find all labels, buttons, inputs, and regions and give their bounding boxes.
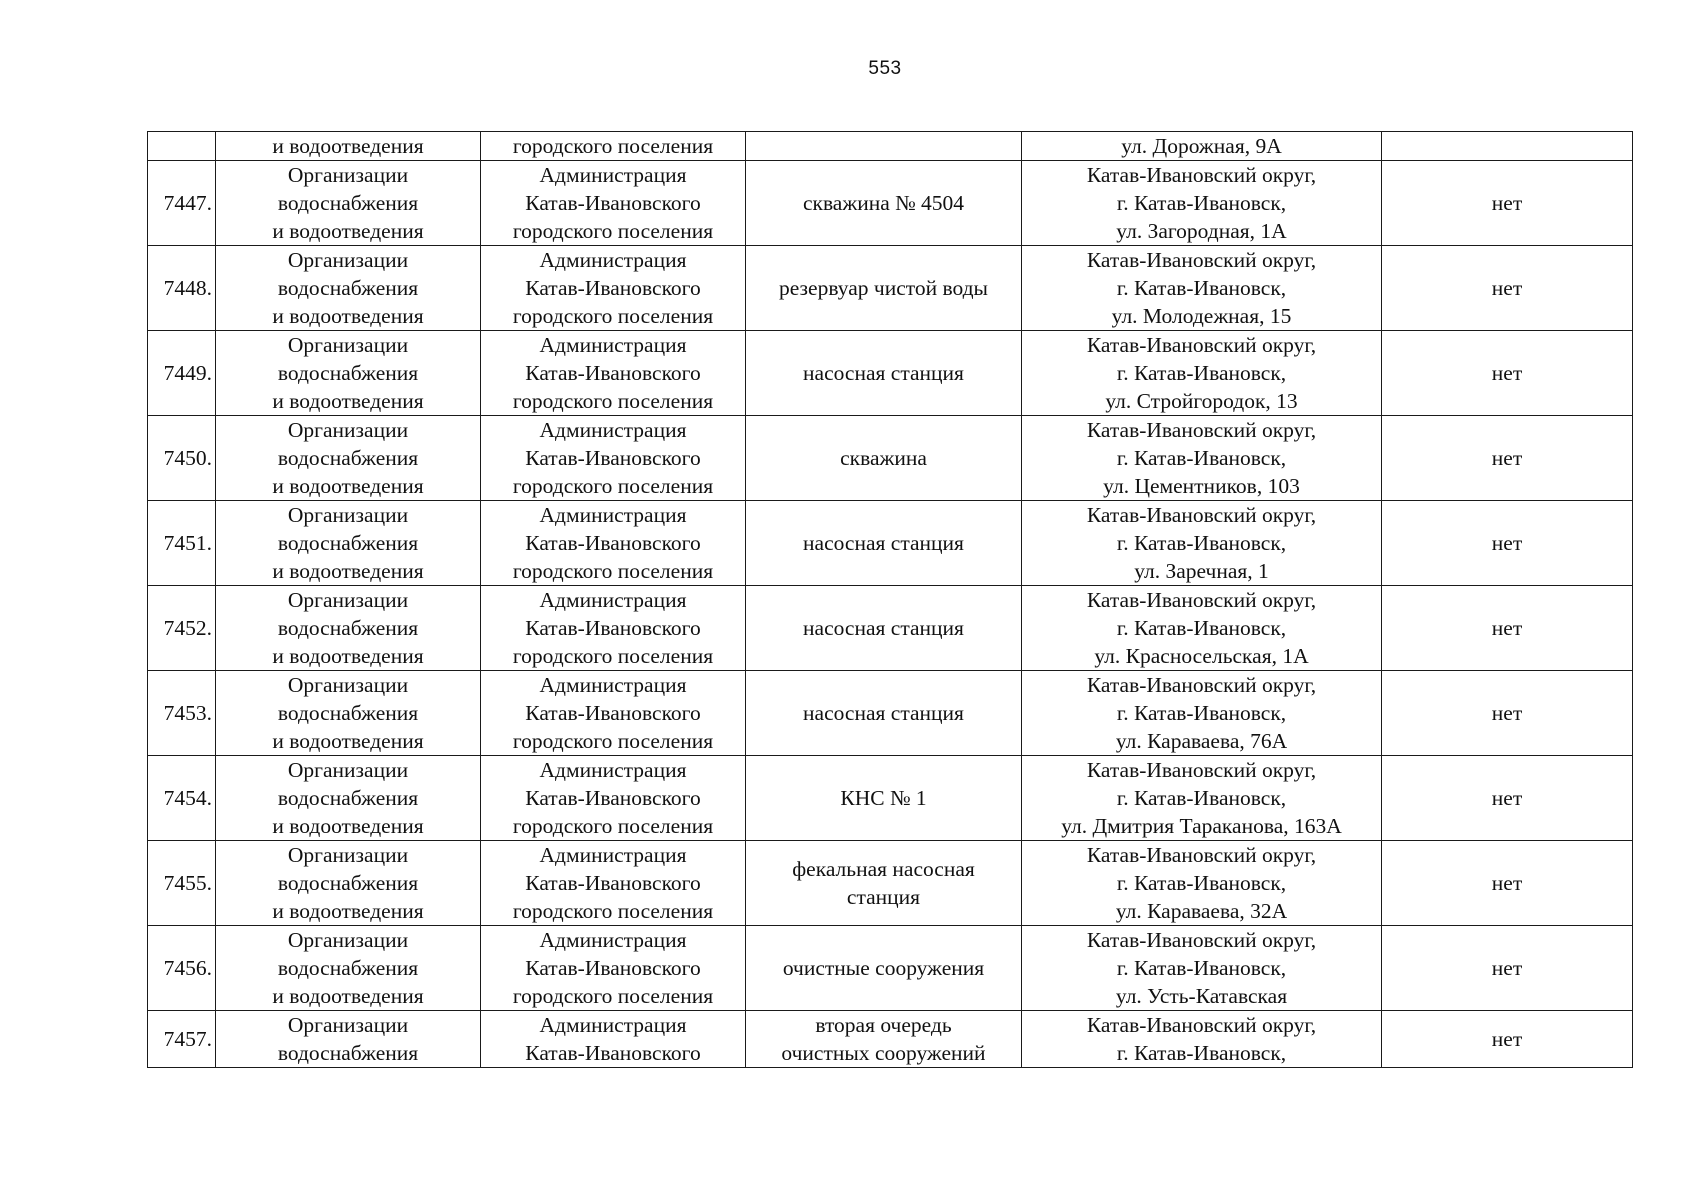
address-cell-line: Катав-Ивановский округ, [1086,673,1317,697]
object-cell-line: скважина № 4504 [802,191,965,215]
object-cell-line: резервуар чистой воды [778,276,989,300]
owner-cell-line: Администрация [539,673,687,697]
owner-cell-line: городского поселения [512,474,714,498]
address-cell-line: Катав-Ивановский округ, [1086,758,1317,782]
org-type-cell-line: Организации [287,588,409,612]
address-cell [1022,841,1382,926]
owner-cell [481,161,746,246]
address-cell-line: г. Катав-Ивановск, [1116,701,1287,725]
address-cell-line: Катав-Ивановский округ, [1086,163,1317,187]
flag-cell: нет [1382,1011,1633,1068]
table-row [148,926,1633,1011]
org-type-cell-line: водоснабжения [277,701,419,725]
owner-cell-line: Администрация [539,928,687,952]
row-number-cell: 7450. [148,416,216,501]
address-cell-line: ул. Красносельская, 1А [1094,644,1309,668]
owner-cell-line: городского поселения [512,899,714,923]
org-type-cell-line: водоснабжения [277,531,419,555]
object-cell [746,132,1022,161]
address-cell-line: ул. Усть-Катавская [1115,984,1288,1008]
row-number-cell: 7451. [148,501,216,586]
org-type-cell [216,1011,481,1068]
address-cell-line: Катав-Ивановский округ, [1086,333,1317,357]
object-cell-line: вторая очередь [815,1013,952,1037]
org-type-cell-line: Организации [287,928,409,952]
owner-cell: городского поселения [481,132,746,161]
address-cell-line: ул. Загородная, 1А [1116,219,1287,243]
table-row [148,331,1633,416]
owner-cell-line: Администрация [539,758,687,782]
org-type-cell-line: водоснабжения [277,361,419,385]
org-type-cell-line: и водоотведения [272,219,424,243]
address-cell-line: г. Катав-Ивановск, [1116,956,1287,980]
address-cell-line: Катав-Ивановский округ, [1086,588,1317,612]
address-cell [1022,671,1382,756]
table-row [148,246,1633,331]
owner-cell [481,926,746,1011]
flag-cell: нет [1382,161,1633,246]
address-cell-line: ул. Караваева, 76А [1115,729,1288,753]
owner-cell-line: Катав-Ивановского [525,1041,701,1065]
row-number-cell: 7454. [148,756,216,841]
org-type-cell-line: Организации [287,333,409,357]
object-cell-line: фекальная насосная [792,857,975,881]
address-cell [1022,756,1382,841]
address-cell-line: г. Катав-Ивановск, [1116,276,1287,300]
object-cell-line: скважина [840,446,927,470]
org-type-cell-line: и водоотведения [272,644,424,668]
owner-cell-line: городского поселения [512,729,714,753]
row-number-cell: 7455. [148,841,216,926]
org-type-cell-line: водоснабжения [277,616,419,640]
object-cell-line: насосная станция [803,701,964,725]
owner-cell-line: городского поселения [512,389,714,413]
row-number-cell: 7456. [148,926,216,1011]
table-row [148,416,1633,501]
org-type-cell-line: водоснабжения [277,446,419,470]
flag-cell: нет [1382,416,1633,501]
org-type-cell-line: Организации [287,758,409,782]
org-type-cell-line: и водоотведения [272,899,424,923]
org-type-cell [216,841,481,926]
org-type-cell-line: водоснабжения [277,956,419,980]
address-cell: ул. Дорожная, 9А [1022,132,1382,161]
address-cell-line: ул. Дмитрия Тараканова, 163А [1061,814,1342,838]
table-row [148,1011,1633,1068]
address-cell-line: г. Катав-Ивановск, [1116,446,1287,470]
org-type-cell-line: Организации [287,503,409,527]
org-type-cell-line: Организации [287,163,409,187]
org-type-cell-line: Организации [287,1013,409,1037]
object-cell-line: насосная станция [803,616,964,640]
owner-cell-line: Катав-Ивановского [525,871,701,895]
owner-cell [481,246,746,331]
address-cell [1022,926,1382,1011]
address-cell [1022,1011,1382,1068]
flag-cell: нет [1382,926,1633,1011]
flag-cell: нет [1382,586,1633,671]
flag-cell: нет [1382,331,1633,416]
owner-cell-line: городского поселения [512,644,714,668]
address-cell-line: г. Катав-Ивановск, [1116,786,1287,810]
flag-cell: нет [1382,501,1633,586]
org-type-cell-line: Организации [287,843,409,867]
object-cell-line: очистных сооружений [781,1041,986,1065]
registry-table [147,131,1633,1068]
owner-cell [481,671,746,756]
owner-cell-line: городского поселения [512,304,714,328]
address-cell [1022,501,1382,586]
object-cell [746,501,1022,586]
row-number-cell [148,132,216,161]
org-type-cell-line: и водоотведения [272,389,424,413]
address-cell-line: Катав-Ивановский округ, [1086,248,1317,272]
owner-cell [481,1011,746,1068]
row-number-cell: 7452. [148,586,216,671]
owner-cell [481,331,746,416]
object-cell [746,671,1022,756]
table-row [148,841,1633,926]
table-row-continuation [148,132,1633,161]
address-cell-line: г. Катав-Ивановск, [1116,616,1287,640]
owner-cell-line: Катав-Ивановского [525,531,701,555]
org-type-cell [216,926,481,1011]
owner-cell-line: городского поселения [512,559,714,583]
org-type-cell [216,246,481,331]
object-cell-line: очистные сооружения [782,956,985,980]
owner-cell [481,586,746,671]
owner-cell-line: Администрация [539,333,687,357]
org-type-cell: и водоотведения [216,132,481,161]
object-cell-line: станция [846,885,921,909]
row-number-cell: 7449. [148,331,216,416]
object-cell-line: насосная станция [803,361,964,385]
owner-cell-line: Администрация [539,163,687,187]
address-cell-line: г. Катав-Ивановск, [1116,191,1287,215]
owner-cell-line: Катав-Ивановского [525,616,701,640]
address-cell-line: Катав-Ивановский округ, [1086,1013,1317,1037]
org-type-cell-line: водоснабжения [277,786,419,810]
address-cell-line: г. Катав-Ивановск, [1116,1041,1287,1065]
org-type-cell-line: Организации [287,418,409,442]
address-cell-line: ул. Караваева, 32А [1115,899,1288,923]
org-type-cell [216,501,481,586]
address-cell [1022,416,1382,501]
flag-cell: нет [1382,756,1633,841]
owner-cell-line: Катав-Ивановского [525,276,701,300]
org-type-cell-line: водоснабжения [277,276,419,300]
row-number-cell: 7447. [148,161,216,246]
row-number-cell: 7457. [148,1011,216,1068]
owner-cell-line: Администрация [539,588,687,612]
table-row [148,161,1633,246]
owner-cell-line: Катав-Ивановского [525,446,701,470]
owner-cell-line: Администрация [539,1013,687,1037]
owner-cell-line: городского поселения [512,219,714,243]
address-cell [1022,586,1382,671]
registry-table-body [148,132,1633,1068]
row-number-cell: 7448. [148,246,216,331]
object-cell [746,161,1022,246]
org-type-cell [216,331,481,416]
owner-cell-line: Администрация [539,503,687,527]
object-cell [746,841,1022,926]
org-type-cell-line: и водоотведения [272,304,424,328]
flag-cell [1382,132,1633,161]
org-type-cell-line: водоснабжения [277,871,419,895]
org-type-cell [216,416,481,501]
address-cell-line: Катав-Ивановский округ, [1086,418,1317,442]
table-row [148,501,1633,586]
owner-cell [481,756,746,841]
address-cell [1022,331,1382,416]
owner-cell [481,841,746,926]
owner-cell-line: Администрация [539,843,687,867]
address-cell-line: г. Катав-Ивановск, [1116,531,1287,555]
object-cell [746,586,1022,671]
owner-cell-line: Катав-Ивановского [525,361,701,385]
address-cell [1022,246,1382,331]
page-number: 553 [868,58,902,79]
org-type-cell-line: Организации [287,673,409,697]
address-cell-line: г. Катав-Ивановск, [1116,871,1287,895]
address-cell-line: ул. Молодежная, 15 [1111,304,1292,328]
org-type-cell [216,671,481,756]
org-type-cell-line: и водоотведения [272,814,424,838]
object-cell-line: насосная станция [803,531,964,555]
org-type-cell-line: водоснабжения [277,191,419,215]
table-row [148,586,1633,671]
org-type-cell [216,756,481,841]
owner-cell-line: Катав-Ивановского [525,956,701,980]
org-type-cell-line: и водоотведения [272,474,424,498]
flag-cell: нет [1382,246,1633,331]
org-type-cell-line: водоснабжения [277,1041,419,1065]
object-cell [746,246,1022,331]
org-type-cell-line: Организации [287,248,409,272]
address-cell-line: Катав-Ивановский округ, [1086,503,1317,527]
owner-cell-line: Администрация [539,418,687,442]
address-cell-line: г. Катав-Ивановск, [1116,361,1287,385]
owner-cell-line: Администрация [539,248,687,272]
org-type-cell-line: и водоотведения [272,559,424,583]
org-type-cell-line: и водоотведения [272,729,424,753]
owner-cell-line: Катав-Ивановского [525,191,701,215]
org-type-cell [216,161,481,246]
table-row [148,671,1633,756]
owner-cell-line: Катав-Ивановского [525,786,701,810]
address-cell [1022,161,1382,246]
address-cell-line: ул. Стройгородок, 13 [1105,389,1298,413]
address-cell-line: ул. Цементников, 103 [1103,474,1300,498]
row-number-cell: 7453. [148,671,216,756]
address-cell-line: Катав-Ивановский округ, [1086,843,1317,867]
flag-cell: нет [1382,671,1633,756]
object-cell-line: КНС № 1 [840,786,927,810]
owner-cell [481,501,746,586]
owner-cell-line: Катав-Ивановского [525,701,701,725]
object-cell [746,756,1022,841]
address-cell-line: ул. Заречная, 1 [1134,559,1269,583]
address-cell-line: Катав-Ивановский округ, [1086,928,1317,952]
table-row [148,756,1633,841]
org-type-cell [216,586,481,671]
object-cell [746,1011,1022,1068]
owner-cell-line: городского поселения [512,814,714,838]
org-type-cell-line: и водоотведения [272,984,424,1008]
object-cell [746,331,1022,416]
object-cell [746,926,1022,1011]
object-cell [746,416,1022,501]
flag-cell: нет [1382,841,1633,926]
owner-cell [481,416,746,501]
owner-cell-line: городского поселения [512,984,714,1008]
